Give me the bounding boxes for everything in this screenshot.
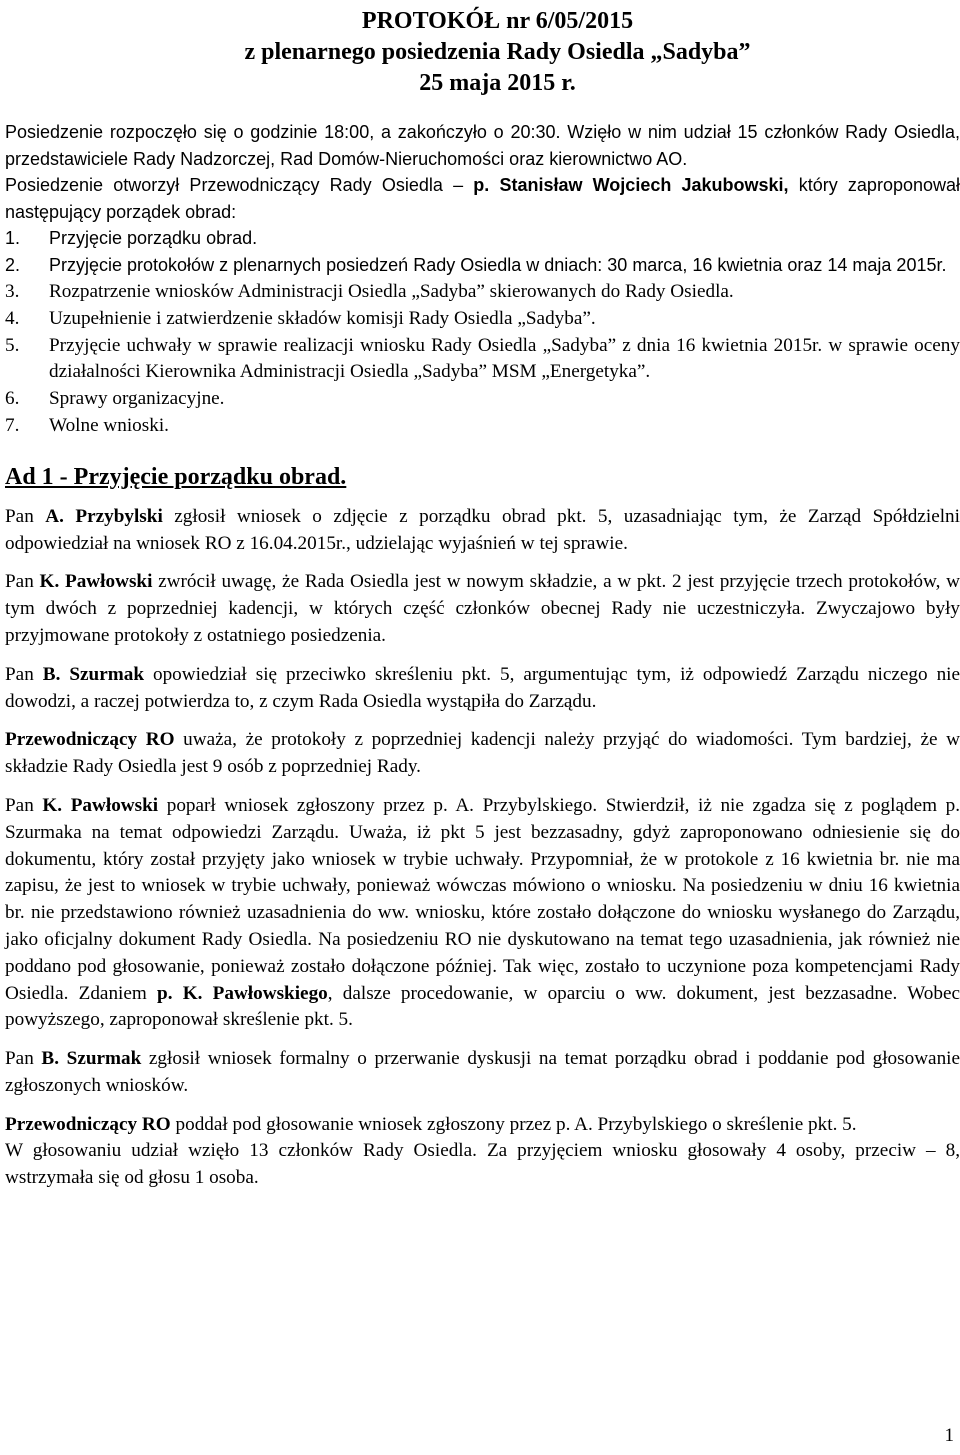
agenda-item [5, 413, 960, 440]
statement-text: zwrócił uwagę, że Rada Osiedla jest w nowym składzie, a w pkt. 2 jest przyjęcie trzech protokołów, w tym dwóch z poprzedniej kadencji, w których część członków obecnej Rady nie uczestniczyła. Zwyczajowo były przyjmowane protokoły z ostatniego posiedzenia. [5, 571, 960, 646]
speaker-prefix: Pan [5, 1048, 42, 1070]
agenda-item-text: Przyjęcie uchwały w sprawie realizacji wniosku Rady Osiedla „Sadyba” z dnia 16 kwietnia 2015r. w sprawie oceny działalności Kierownika Administracji Osiedla „Sadyba” MSM „Energetyka”. [49, 334, 960, 383]
speaker-name: Przewodniczący RO [5, 729, 175, 751]
agenda-item-number: 6. [5, 388, 20, 410]
statement-text: , dalsze procedowanie, w oparciu o ww. dokument, jest bezzasadne. Wobec powyższego, zaproponował skreślenie pkt. 5. [5, 982, 960, 1031]
page-number: 1 [944, 1425, 954, 1446]
agenda-item-number: 4. [5, 307, 20, 329]
statement-text: opowiedział się przeciwko skreśleniu pkt. 5, argumentując tym, iż odpowiedź Zarządu niczego nie dowodzi, a raczej potwierdza to, z czym Rada Osiedla wystąpiła do Zarządu. [5, 663, 960, 712]
statement-paragraph [5, 504, 960, 558]
intro-paragraph-2 [5, 172, 960, 225]
agenda-item-number: 1. [5, 228, 21, 249]
statement-text: zgłosił wniosek o zdjęcie z porządku obrad pkt. 5, uzasadniając tym, że Zarząd Spółdzielni odpowiedział na wniosek RO z 16.04.2015r., udzielając wyjaśnień w tej sprawie. [5, 505, 960, 554]
statement-text: zgłosił wniosek formalny o przerwanie dyskusji na temat porządku obrad i poddanie pod głosowanie zgłoszonych wniosków. [5, 1048, 960, 1096]
statement-paragraph [5, 1046, 960, 1100]
agenda-item-text: Sprawy organizacyjne. [49, 388, 225, 410]
agenda-item-text: Wolne wnioski. [49, 414, 169, 436]
statement-paragraph [5, 569, 960, 649]
statement-paragraph [5, 1112, 960, 1139]
speaker-name: B. Szurmak [42, 663, 144, 685]
agenda-item [5, 225, 960, 252]
vote-paragraph: W głosowaniu udział wzięło 13 członków Rady Osiedla. Za przyjęciem wniosku głosowały 4 osoby, przeciw – 8, wstrzymała się od głosu 1 osoba. [5, 1140, 960, 1189]
agenda-list [5, 225, 960, 439]
intro-p2-before: Posiedzenie otworzył Przewodniczący Rady Osiedla – [5, 175, 474, 196]
agenda-item-number: 2. [5, 255, 21, 276]
agenda-item [5, 279, 960, 306]
statement-text: poddał pod głosowanie wniosek zgłoszony przez p. A. Przybylskiego o skreślenie pkt. 5. [170, 1113, 857, 1135]
speaker-name: Przewodniczący RO [5, 1113, 171, 1135]
speaker-name: K. Pawłowski [42, 794, 159, 816]
agenda-item-text: Rozpatrzenie wniosków Administracji Osiedla „Sadyba” skierowanych do Rady Osiedla. [49, 280, 734, 302]
title-line-1: PROTOKÓŁ nr 6/05/2015 [361, 8, 634, 34]
document-page [5, 6, 960, 1192]
statement-text: poparł wniosek zgłoszony przez p. A. Przybylskiego. Stwierdził, iż nie zgadza się z poglądem p. Szurmaka na temat odpowiedzi Zarządu. Uważa, iż pkt 5 jest bezzasadny, gdyż zaproponowano odniesienie się do dokumentu, który został przyjęty jako wniosek w trybie uchwały. Przypomniał, że w protokole z 16 kwietnia br. nie ma zapisu, że jest to wniosek w trybie uchwały, ponieważ wówczas mówiono o wniosku. Na posiedzeniu w dniu 16 kwietnia br. nie przedstawiono również uzasadnienia do ww. wniosku, które zostało dołączone do wniosku wysłanego do Zarządu, jako oficjalny dokument Rady Osiedla. Na posiedzeniu RO nie dyskutowano na temat tego uzasadnienia, jak również nie poddano pod głosowanie, ponieważ zostało dołączone później. Tak więc, zostało to uczynione poza kompetencjami Rady Osiedla. Zdaniem [5, 794, 960, 1004]
chairman-name: p. Stanisław Wojciech Jakubowski, [473, 175, 789, 196]
statement-paragraph [5, 662, 960, 716]
title-line-3: 25 maja 2015 r. [419, 70, 576, 96]
statement-text: uważa, że protokoły z poprzedniej kadencji należy przyjąć do wiadomości. Tym bardziej, że w składzie Rady Osiedla jest 9 osób z poprzedniej Rady. [5, 729, 960, 778]
speaker-prefix: Pan [5, 663, 43, 685]
speaker-prefix: Pan [5, 794, 43, 816]
statement-paragraph [5, 727, 960, 781]
agenda-item-number: 5. [5, 334, 20, 356]
speaker-name: A. Przybylski [45, 505, 163, 527]
agenda-item-number: 3. [5, 280, 20, 302]
statement-paragraph [5, 793, 960, 1034]
title-line-2: z plenarnego posiedzenia Rady Osiedla „Sadyba” [244, 39, 751, 65]
speaker-prefix: Pan [5, 571, 40, 593]
document-title [5, 6, 960, 99]
section-heading: Ad 1 - Przyjęcie porządku obrad. [5, 463, 347, 490]
agenda-item-text: Przyjęcie porządku obrad. [49, 228, 258, 249]
agenda-item-text: Przyjęcie protokołów z plenarnych posiedzeń Rady Osiedla w dniach: 30 marca, 16 kwietnia oraz 14 maja 2015r. [49, 255, 947, 276]
agenda-item [5, 386, 960, 413]
speaker-prefix: Pan [5, 505, 46, 527]
agenda-item-text: Uzupełnienie i zatwierdzenie składów komisji Rady Osiedla „Sadyba”. [49, 307, 596, 329]
speaker-name: B. Szurmak [41, 1048, 142, 1070]
speaker-name: K. Pawłowski [39, 571, 153, 593]
agenda-item-number: 7. [5, 414, 20, 436]
agenda-item [5, 252, 960, 279]
speaker-name: p. K. Pawłowskiego [157, 982, 328, 1004]
intro-p2-after: który zaproponował następujący porządek obrad: [5, 175, 960, 222]
agenda-item [5, 333, 960, 387]
agenda-item [5, 306, 960, 333]
intro-paragraph-1: Posiedzenie rozpoczęło się o godzinie 18:00, a zakończyło o 20:30. Wzięło w nim udział 15 członków Rady Osiedla, przedstawiciele Rady Nadzorczej, Rad Domów-Nieruchomości oraz kierownictwo AO. [5, 122, 960, 169]
